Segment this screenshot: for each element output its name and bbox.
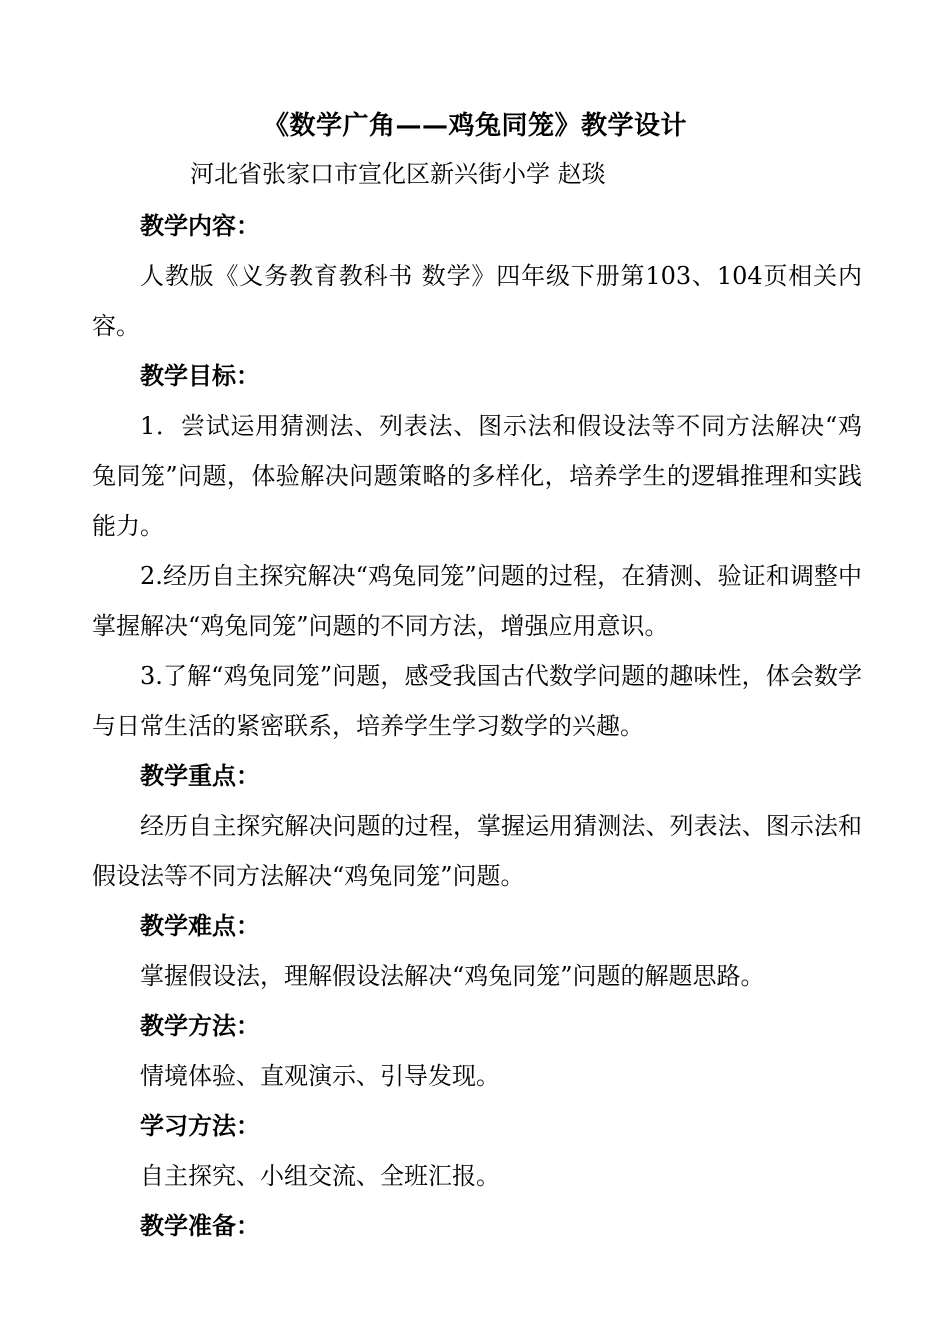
document-title: 《数学广角——鸡兔同笼》教学设计 [262, 111, 687, 141]
paragraph-difficulty: 掌握假设法，理解假设法解决“鸡兔同笼”问题的解题思路。 [140, 962, 765, 990]
paragraph-goal-3: 3.了解“鸡兔同笼”问题，感受我国古代数学问题的趣味性，体会数学与日常生活的紧密联系，培养学生学习数学的兴趣。 [92, 662, 862, 740]
paragraph-goal-1: 1．尝试运用猜测法、列表法、图示法和假设法等不同方法解决“鸡兔同笼”问题，体验解决问题策略的多样化，培养学生的逻辑推理和实践能力。 [92, 412, 862, 540]
heading-teaching-goals: 教学目标： [140, 361, 260, 390]
heading-teaching-method: 教学方法： [140, 1011, 260, 1040]
paragraph-teaching-method: 情境体验、直观演示、引导发现。 [140, 1062, 500, 1090]
paragraph-goal-2: 2.经历自主探究解决“鸡兔同笼”问题的过程，在猜测、验证和调整中掌握解决“鸡兔同笼”问题的不同方法，增强应用意识。 [92, 562, 862, 640]
paragraph-teaching-content: 人教版《义务教育教科书 数学》四年级下册第103、104页相关内容。 [92, 262, 862, 340]
heading-learning-method: 学习方法： [140, 1111, 260, 1140]
paragraph-learning-method: 自主探究、小组交流、全班汇报。 [140, 1162, 500, 1190]
heading-preparation: 教学准备： [140, 1211, 260, 1240]
author-line: 河北省张家口市宣化区新兴街小学 赵琰 [190, 160, 606, 188]
heading-difficulty: 教学难点： [140, 911, 260, 940]
heading-key-point: 教学重点： [140, 761, 260, 790]
heading-teaching-content: 教学内容： [140, 211, 260, 240]
paragraph-key-point: 经历自主探究解决问题的过程，掌握运用猜测法、列表法、图示法和假设法等不同方法解决“鸡兔同笼”问题。 [92, 812, 862, 890]
